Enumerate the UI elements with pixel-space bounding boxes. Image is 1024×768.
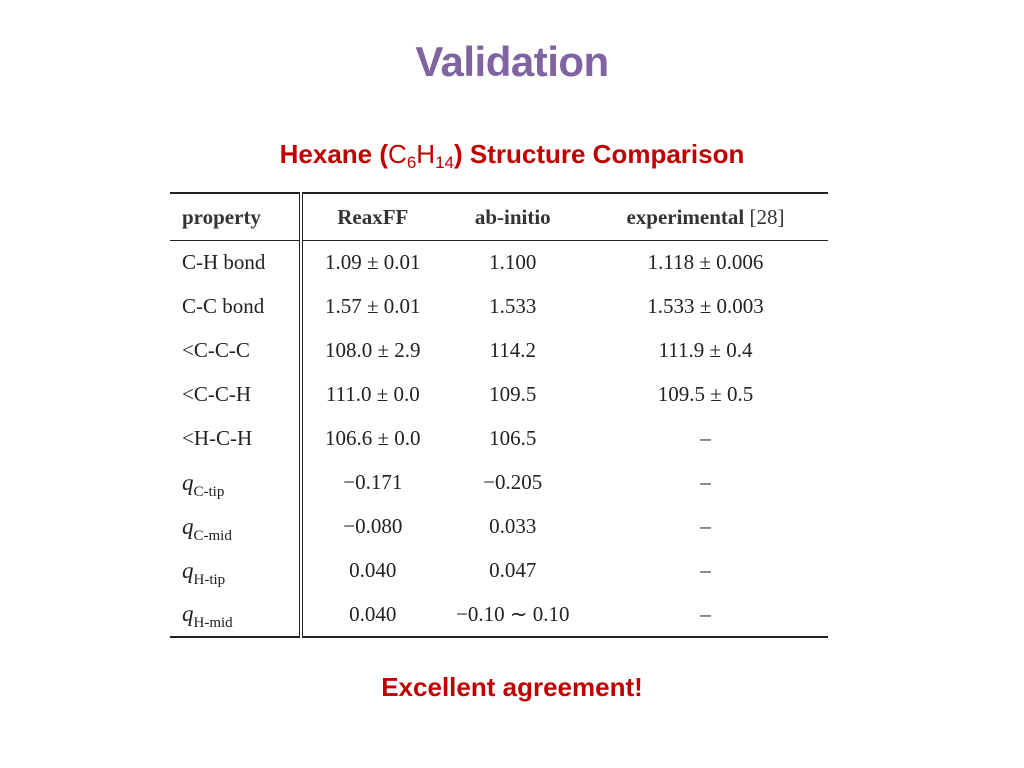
header-experimental-label: experimental: [626, 204, 745, 229]
table-row: [170, 593, 828, 637]
ab-initio-cell: 109.5: [489, 382, 537, 406]
ab-initio-cell: −0.10 ∼ 0.10: [456, 601, 570, 626]
reaxff-cell: 111.0 ± 0.0: [325, 382, 420, 406]
table-row: [170, 461, 828, 505]
experimental-cell: 109.5 ± 0.5: [657, 382, 754, 406]
property-cell: <C-C-C: [170, 329, 301, 373]
reaxff-cell: 0.040: [349, 601, 397, 626]
slide-title: Validation: [415, 38, 609, 85]
reaxff-cell: 108.0 ± 2.9: [325, 338, 421, 362]
structure-comparison-table: [170, 192, 828, 638]
caption-suffix: ) Structure Comparison: [453, 139, 745, 169]
formula-hydrogen: H: [416, 139, 436, 169]
caption-prefix: Hexane (: [279, 139, 389, 169]
experimental-cell: 1.533 ± 0.003: [647, 294, 764, 318]
header-experimental: [583, 193, 828, 241]
property-cell: [170, 461, 301, 505]
property-cell: <C-C-H: [170, 373, 301, 417]
formula-carbon: C: [388, 139, 407, 169]
ab-initio-cell: 0.047: [489, 558, 537, 582]
formula-carbon-count: 6: [406, 153, 417, 172]
charge-subscript: H-mid: [193, 615, 233, 631]
table-caption: [0, 139, 1024, 170]
header-reaxff: ReaxFF: [337, 204, 409, 229]
formula-hydrogen-count: 14: [435, 153, 454, 172]
ab-initio-cell: 0.033: [489, 514, 537, 538]
property-cell: C-H bond: [170, 241, 301, 285]
experimental-cell: 111.9 ± 0.4: [658, 338, 753, 362]
table-row: [170, 505, 828, 549]
table-row: [170, 549, 828, 593]
charge-subscript: C-mid: [193, 527, 232, 544]
reaxff-cell: −0.171: [343, 470, 403, 494]
charge-subscript: C-tip: [193, 483, 225, 500]
property-cell: [170, 549, 301, 593]
experimental-cell: –: [700, 514, 711, 538]
charge-subscript: H-tip: [193, 571, 226, 588]
experimental-cell: –: [700, 601, 711, 626]
charge-symbol: q: [182, 601, 194, 626]
table-header-row: [170, 193, 828, 241]
experimental-cell: –: [700, 558, 711, 582]
reaxff-cell: 106.6 ± 0.0: [325, 426, 421, 450]
table-row: [170, 373, 828, 417]
charge-symbol: q: [182, 557, 194, 583]
header-ab-initio: ab-initio: [474, 204, 551, 229]
ab-initio-cell: 1.533: [489, 294, 537, 318]
reaxff-cell: 1.09 ± 0.01: [325, 250, 421, 275]
citation-reference: [28]: [749, 204, 785, 229]
experimental-cell: 1.118 ± 0.006: [647, 250, 764, 275]
ab-initio-cell: 1.100: [489, 250, 537, 275]
ab-initio-cell: 106.5: [489, 426, 537, 450]
table-row: [170, 329, 828, 373]
reaxff-cell: −0.080: [343, 514, 403, 538]
header-property: property: [170, 193, 301, 241]
table-row: [170, 417, 828, 461]
experimental-cell: –: [700, 470, 711, 494]
charge-symbol: q: [182, 469, 194, 495]
ab-initio-cell: −0.205: [483, 470, 543, 494]
comparison-table-container: [170, 192, 828, 638]
property-cell: [170, 505, 301, 549]
ab-initio-cell: 114.2: [489, 338, 536, 362]
conclusion-note: Excellent agreement!: [381, 672, 643, 702]
table-row: [170, 241, 828, 285]
charge-symbol: q: [182, 513, 194, 539]
table-row: [170, 285, 828, 329]
experimental-cell: –: [700, 426, 711, 450]
reaxff-cell: 1.57 ± 0.01: [325, 294, 421, 318]
reaxff-cell: 0.040: [349, 558, 397, 582]
property-cell: C-C bond: [170, 285, 301, 329]
property-cell: [170, 593, 301, 637]
property-cell: <H-C-H: [170, 417, 301, 461]
